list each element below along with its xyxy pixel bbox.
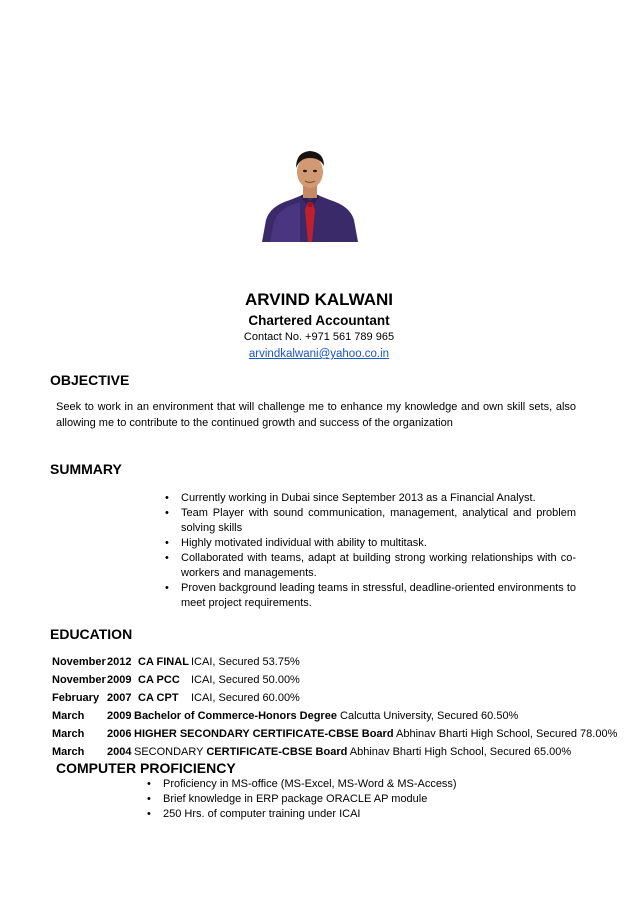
- education-heading: EDUCATION: [50, 626, 133, 642]
- education-row: [52, 728, 618, 746]
- edu-month: March: [52, 710, 85, 722]
- candidate-name: ARVIND KALWANI: [245, 290, 393, 309]
- list-item: • Collaborated with teams, adapt at building strong working relationships with co-workers and managements.: [165, 552, 576, 579]
- list-item: • Team Player with sound communication, management, analytical and problem solving skills: [165, 507, 576, 534]
- bullet-icon: •: [147, 778, 151, 790]
- bullet-icon: •: [165, 537, 169, 549]
- edu-year: 2012: [107, 656, 132, 668]
- candidate-title: Chartered Accountant: [248, 313, 390, 328]
- summary-heading: SUMMARY: [50, 461, 122, 477]
- objective-text: Seek to work in an environment that will challenge me to enhance my knowledge and own skill sets, also allowing me to contribute to the continued growth and success of the organization: [56, 401, 576, 429]
- bullet-icon: •: [165, 582, 169, 594]
- edu-qualification: CERTIFICATE-CBSE Board: [206, 746, 348, 758]
- bullet-icon: •: [147, 808, 151, 820]
- edu-qualification: Bachelor of Commerce-Honors Degree: [134, 710, 337, 722]
- list-item: • Brief knowledge in ERP package ORACLE AP module: [147, 793, 428, 805]
- bullet-icon: •: [165, 552, 169, 564]
- edu-detail: ICAI, Secured 53.75%: [191, 656, 300, 668]
- bullet-icon: •: [165, 507, 169, 519]
- edu-qualification: HIGHER SECONDARY CERTIFICATE-CBSE Board: [134, 728, 394, 740]
- objective-heading: OBJECTIVE: [50, 372, 130, 388]
- bullet-icon: •: [165, 492, 169, 504]
- edu-month: March: [52, 728, 85, 740]
- person-portrait-icon: [260, 144, 360, 242]
- edu-detail: Calcutta University, Secured 60.50%: [340, 710, 519, 722]
- email-link[interactable]: arvindkalwani@yahoo.co.in: [248, 348, 390, 360]
- list-item: • Proven background leading teams in stressful, deadline-oriented environments to meet project requirements.: [165, 582, 577, 609]
- edu-qualification: CA FINAL: [138, 656, 189, 668]
- edu-detail: Abhinav Bharti High School, Secured 78.00%: [396, 728, 618, 740]
- education-row: [52, 656, 592, 674]
- list-item: • Highly motivated individual with ability to multitask.: [165, 537, 427, 549]
- list-item: • Proficiency in MS-office (MS-Excel, MS-Word & MS-Access): [147, 778, 457, 790]
- edu-month: November: [52, 674, 106, 686]
- edu-month: February: [52, 692, 100, 704]
- profile-photo: [260, 144, 360, 242]
- computer-proficiency-heading: COMPUTER PROFICIENCY: [56, 760, 236, 776]
- edu-prefix: SECONDARY: [134, 746, 204, 758]
- edu-detail: Abhinav Bharti High School, Secured 65.00%: [349, 746, 572, 758]
- education-table: [52, 656, 618, 764]
- bullet-icon: •: [147, 793, 151, 805]
- edu-year: 2007: [107, 692, 132, 704]
- summary-list: [165, 491, 576, 611]
- edu-year: 2004: [107, 746, 132, 758]
- edu-detail: ICAI, Secured 50.00%: [191, 674, 300, 686]
- list-item: • Currently working in Dubai since September 2013 as a Financial Analyst.: [165, 492, 536, 504]
- edu-qualification: CA PCC: [138, 674, 180, 686]
- edu-month: November: [52, 656, 106, 668]
- education-row: [52, 710, 592, 728]
- education-row: [52, 692, 592, 710]
- edu-year: 2009: [107, 674, 132, 686]
- contact-number: Contact No. +971 561 789 965: [243, 331, 395, 343]
- edu-year: 2006: [107, 728, 132, 740]
- edu-month: March: [52, 746, 85, 758]
- education-row: [52, 674, 592, 692]
- computer-proficiency-list: [147, 777, 567, 822]
- edu-detail: ICAI, Secured 60.00%: [191, 692, 300, 704]
- list-item: • 250 Hrs. of computer training under ICAI: [147, 808, 361, 820]
- edu-qualification: CA CPT: [138, 692, 179, 704]
- edu-year: 2009: [107, 710, 132, 722]
